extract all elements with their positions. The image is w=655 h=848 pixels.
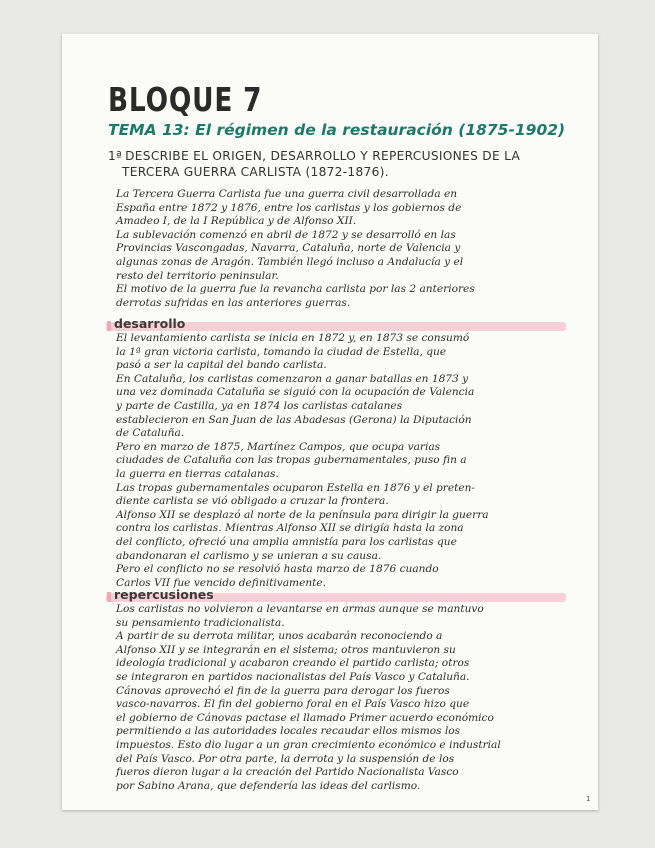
text-line: El motivo de la guerra fue la revancha carlista por las 2 anteriores (116, 283, 475, 296)
text-line: España entre 1872 y 1876, entre los carlistas y los gobiernos de (116, 201, 462, 214)
desarrollo-paragraph (116, 332, 566, 590)
notebook-page (62, 34, 598, 810)
repercusiones-paragraph (116, 603, 566, 793)
repercusiones-title: repercusiones (114, 587, 214, 602)
question-line-1: 1ª DESCRIBE EL ORIGEN, DESARROLLO Y REPERCUSIONES DE LA (108, 149, 521, 163)
text-line: Provincias Vascongadas, Navarra, Cataluña, norte de Valencia y (116, 242, 461, 255)
text-line: Alfonso XII y se integrarán en el sistema; otros mantuvieron su (116, 643, 456, 656)
text-line: Alfonso XII se desplazó al norte de la península para dirigir la guerra (116, 508, 489, 521)
text-line: En Cataluña, los carlistas comenzaron a ganar batallas en 1873 y (116, 372, 469, 385)
text-line: del País Vasco. Por otra parte, la derrota y la suspensión de los (116, 752, 455, 765)
text-line: contra los carlistas. Mientras Alfonso XII se dirigía hasta la zona (116, 522, 464, 535)
question-heading (108, 148, 548, 180)
text-line: fueros dieron lugar a la creación del Partido Nacionalista Vasco (116, 766, 459, 779)
text-line: La Tercera Guerra Carlista fue una guerra civil desarrollada en (116, 188, 458, 200)
question-line-2: TERCERA GUERRA CARLISTA (1872-1876). (122, 165, 389, 179)
text-line: permitiendo a las autoridades locales recaudar ellos mismos los (116, 725, 461, 738)
repercusiones-heading (106, 587, 566, 603)
text-line: pasó a ser la capital del bando carlista. (116, 359, 327, 372)
question-number: 1ª (108, 149, 123, 163)
bloque-title: BLOQUE 7 (108, 80, 263, 119)
intro-paragraph (116, 188, 566, 310)
text-line: Amadeo I, de la I República y de Alfonso XII. (116, 215, 357, 228)
text-line: A partir de su derrota militar, unos acabarán reconociendo a (116, 630, 443, 643)
text-line: ideología tradicional y acabaron creando el partido carlista; otros (116, 657, 470, 670)
text-line: abandonaran el carlismo y se unieran a su causa. (116, 549, 382, 562)
text-line: Pero el conflicto no se resolvió hasta marzo de 1876 cuando (116, 563, 439, 576)
text-line: Cánovas aprovechó el fin de la guerra para derogar los fueros (116, 684, 450, 697)
text-line: su pensamiento tradicionalista. (116, 616, 285, 629)
text-line: Pero en marzo de 1875, Martínez Campos, que ocupa varias (116, 440, 441, 453)
heading-marker (107, 592, 111, 602)
tema-title: TEMA 13: El régimen de la restauración (1875-1902) (108, 121, 566, 139)
text-line: ciudades de Cataluña con las tropas gubernamentales, puso fin a (116, 454, 467, 467)
text-line: la 1ª gran victoria carlista, tomando la ciudad de Estella, que (116, 345, 447, 358)
text-line: vasco-navarros. El fin del gobierno foral en el País Vasco hizo que (116, 698, 470, 711)
heading-marker (107, 321, 111, 331)
text-line: La sublevación comenzó en abril de 1872 y se desarrolló en las (116, 228, 456, 241)
text-line: el gobierno de Cánovas pactase el llamado Primer acuerdo económico (116, 711, 494, 724)
text-line: Los carlistas no volvieron a levantarse en armas aunque se mantuvo (116, 603, 484, 615)
text-line: resto del territorio peninsular. (116, 269, 279, 282)
text-line: por Sabino Arana, que defendería las ideas del carlismo. (116, 779, 421, 792)
text-line: establecieron en San Juan de las Abadesas (Gerona) la Diputación (116, 413, 472, 426)
desarrollo-title: desarrollo (114, 316, 186, 331)
text-line: se integraron en partidos nacionalistas del País Vasco y Cataluña. (116, 670, 470, 683)
text-line: Las tropas gubernamentales ocuparon Estella en 1876 y el preten- (116, 481, 476, 494)
text-line: y parte de Castilla, ya en 1874 los carlistas catalanes (116, 399, 403, 412)
text-line: de Cataluña. (116, 427, 185, 440)
page-number: 1 (586, 795, 591, 803)
text-line: del conflicto, ofreció una amplia amnistía para los carlistas que (116, 535, 457, 548)
text-line: diente carlista se vió obligado a cruzar la frontera. (116, 495, 389, 508)
desarrollo-heading (106, 316, 566, 332)
text-line: derrotas sufridas en las anteriores guerras. (116, 296, 351, 309)
text-line: El levantamiento carlista se inicia en 1872 y, en 1873 se consumó (116, 332, 470, 344)
text-line: la guerra en tierras catalanas. (116, 467, 279, 480)
text-line: una vez dominada Cataluña se siguió con la ocupación de Valencia (116, 386, 475, 399)
text-line: algunas zonas de Aragón. También llegó incluso a Andalucía y el (116, 255, 464, 268)
text-line: impuestos. Esto dio lugar a un gran crecimiento económico e industrial (116, 738, 501, 751)
text-line: Carlos VII fue vencido definitivamente. (116, 576, 327, 589)
